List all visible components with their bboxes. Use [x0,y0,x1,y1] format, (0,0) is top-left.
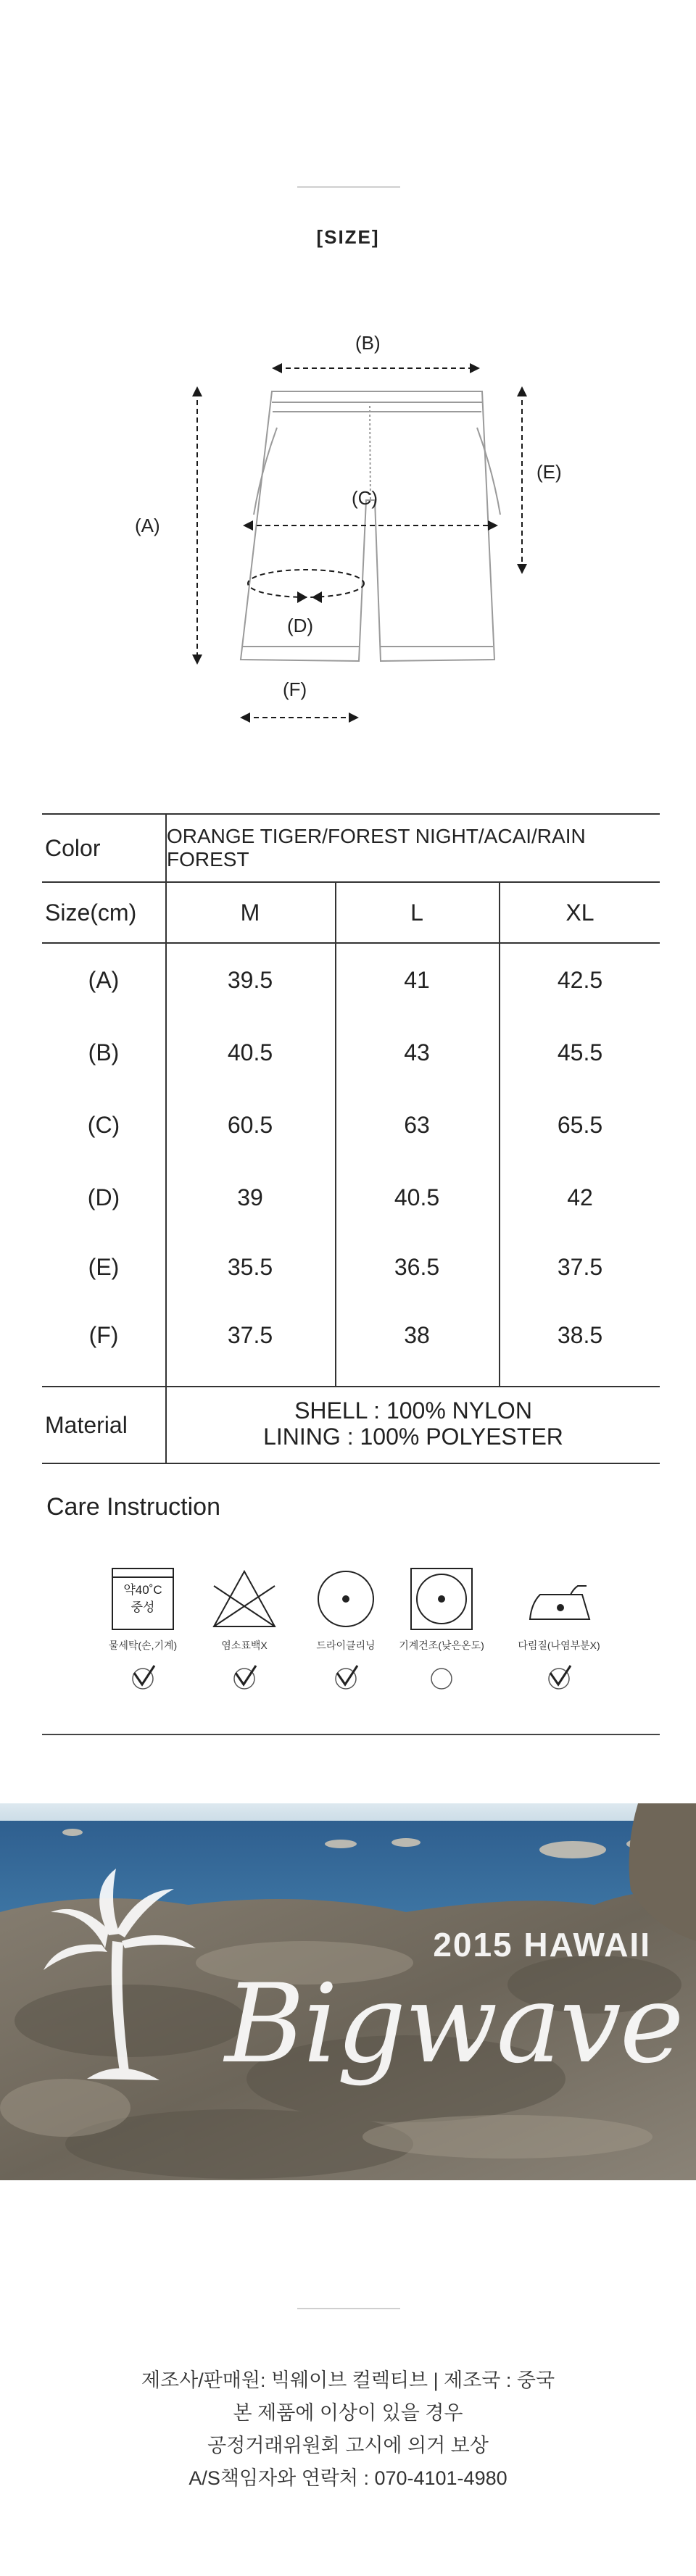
measurement-rows [42,944,660,1387]
care-label: 드라이클리닝 [316,1640,376,1651]
wash-detergent-text: 중성 [130,1600,155,1614]
diagram-label-b: (B) [355,332,381,354]
row-value-xl: 65.5 [557,1111,603,1138]
size-heading: [SIZE] [316,226,380,248]
footer-info [0,2364,696,2495]
row-value-m: 40.5 [227,1039,273,1065]
care-label: 다림질(나염부분X) [518,1640,600,1651]
thigh-arrow-right [312,591,322,603]
dry-clean-icon [312,1566,379,1632]
row-value-m: 35.5 [227,1253,273,1280]
care-item-dry-clean [299,1566,393,1692]
measurement-row [42,1161,660,1234]
row-value-m: 60.5 [227,1111,273,1138]
wash-temp-text: 약40˚C [123,1583,162,1597]
care-item-bleach [197,1566,291,1692]
row-value-l: 40.5 [394,1184,440,1210]
care-label: 기계건조(낮은온도) [399,1640,484,1651]
diagram-label-a: (A) [135,515,160,536]
check-mark-icon [544,1663,573,1692]
care-item-tumble-dry [394,1566,489,1692]
size-l-header: L [410,899,423,926]
footer-line-compensation: 공정거래위원회 고시에 의거 보상 [207,2435,489,2456]
row-value-xl: 42.5 [557,966,603,993]
color-row [42,815,660,883]
size-xl-header: XL [566,899,594,926]
diagram-label-f: (F) [283,678,307,700]
hawaii-banner-image [0,1803,696,2180]
empty-mark-icon [427,1663,456,1692]
row-value-xl: 38.5 [557,1321,603,1348]
material-shell: SHELL : 100% NYLON [294,1397,532,1424]
hand-machine-wash-icon [109,1566,176,1632]
thigh-arrow-left [297,591,307,603]
shorts-diagram-svg [116,319,580,739]
color-value: ORANGE TIGER/FOREST NIGHT/ACAI/RAIN FOREST [167,825,586,871]
check-mark-icon [331,1663,360,1692]
row-value-l: 43 [404,1039,430,1065]
material-lining: LINING : 100% POLYESTER [263,1424,563,1450]
measurement-row [42,1089,660,1161]
footer-line-defect: 본 제품에 이상이 있을 경우 [233,2402,463,2424]
size-m-header: M [240,899,260,926]
care-label: 물세탁(손,기계) [108,1640,178,1651]
row-label: (E) [88,1253,120,1280]
footer-line-manufacturer: 제조사/판매원: 빅웨이브 컬렉티브 | 제조국 : 중국 [141,2369,555,2391]
measurement-row [42,944,660,1016]
tumble-dry-low-icon [408,1566,475,1632]
row-value-xl: 45.5 [557,1039,603,1065]
material-row [42,1387,660,1464]
top-divider [297,186,400,188]
row-value-l: 36.5 [394,1253,440,1280]
diagram-label-d: (D) [287,615,314,636]
row-value-m: 37.5 [227,1321,273,1348]
row-value-xl: 42 [567,1184,593,1210]
measurement-row [42,1231,660,1303]
measurement-row [42,1299,660,1371]
row-value-m: 39.5 [227,966,273,993]
material-label: Material [45,1411,128,1438]
size-header-row [42,883,660,944]
row-label: (C) [87,1111,120,1138]
row-value-xl: 37.5 [557,1253,603,1280]
banner-year-text: 2015 HAWAII [433,1926,651,1964]
diagram-label-c: (C) [352,487,378,509]
iron-icon [526,1566,592,1632]
diagram-label-e: (E) [536,461,562,483]
thigh-ellipse [248,570,364,597]
size-label: Size(cm) [45,899,137,926]
care-item-wash [96,1566,190,1692]
row-label: (A) [88,966,120,993]
color-label: Color [45,834,101,861]
measurement-row [42,1016,660,1089]
check-mark-icon [230,1663,259,1692]
shorts-measurement-diagram [116,319,580,739]
row-value-l: 63 [404,1111,430,1138]
row-value-m: 39 [237,1184,263,1210]
footer-divider [297,2308,400,2309]
footer-line-contact: A/S책임자와 연락처 : 070-4101-4980 [188,2467,508,2489]
row-value-l: 38 [404,1321,430,1348]
care-item-iron [512,1566,606,1692]
care-label: 염소표백X [221,1640,268,1651]
bigwave-logo: Bigwave [225,1961,683,2087]
care-instruction-title: Care Instruction [46,1493,220,1521]
no-bleach-icon [211,1566,278,1632]
row-value-l: 41 [404,966,430,993]
row-label: (B) [88,1039,120,1065]
row-label: (D) [87,1184,120,1210]
row-label: (F) [88,1321,119,1348]
check-mark-icon [128,1663,157,1692]
care-bottom-rule [42,1734,660,1735]
